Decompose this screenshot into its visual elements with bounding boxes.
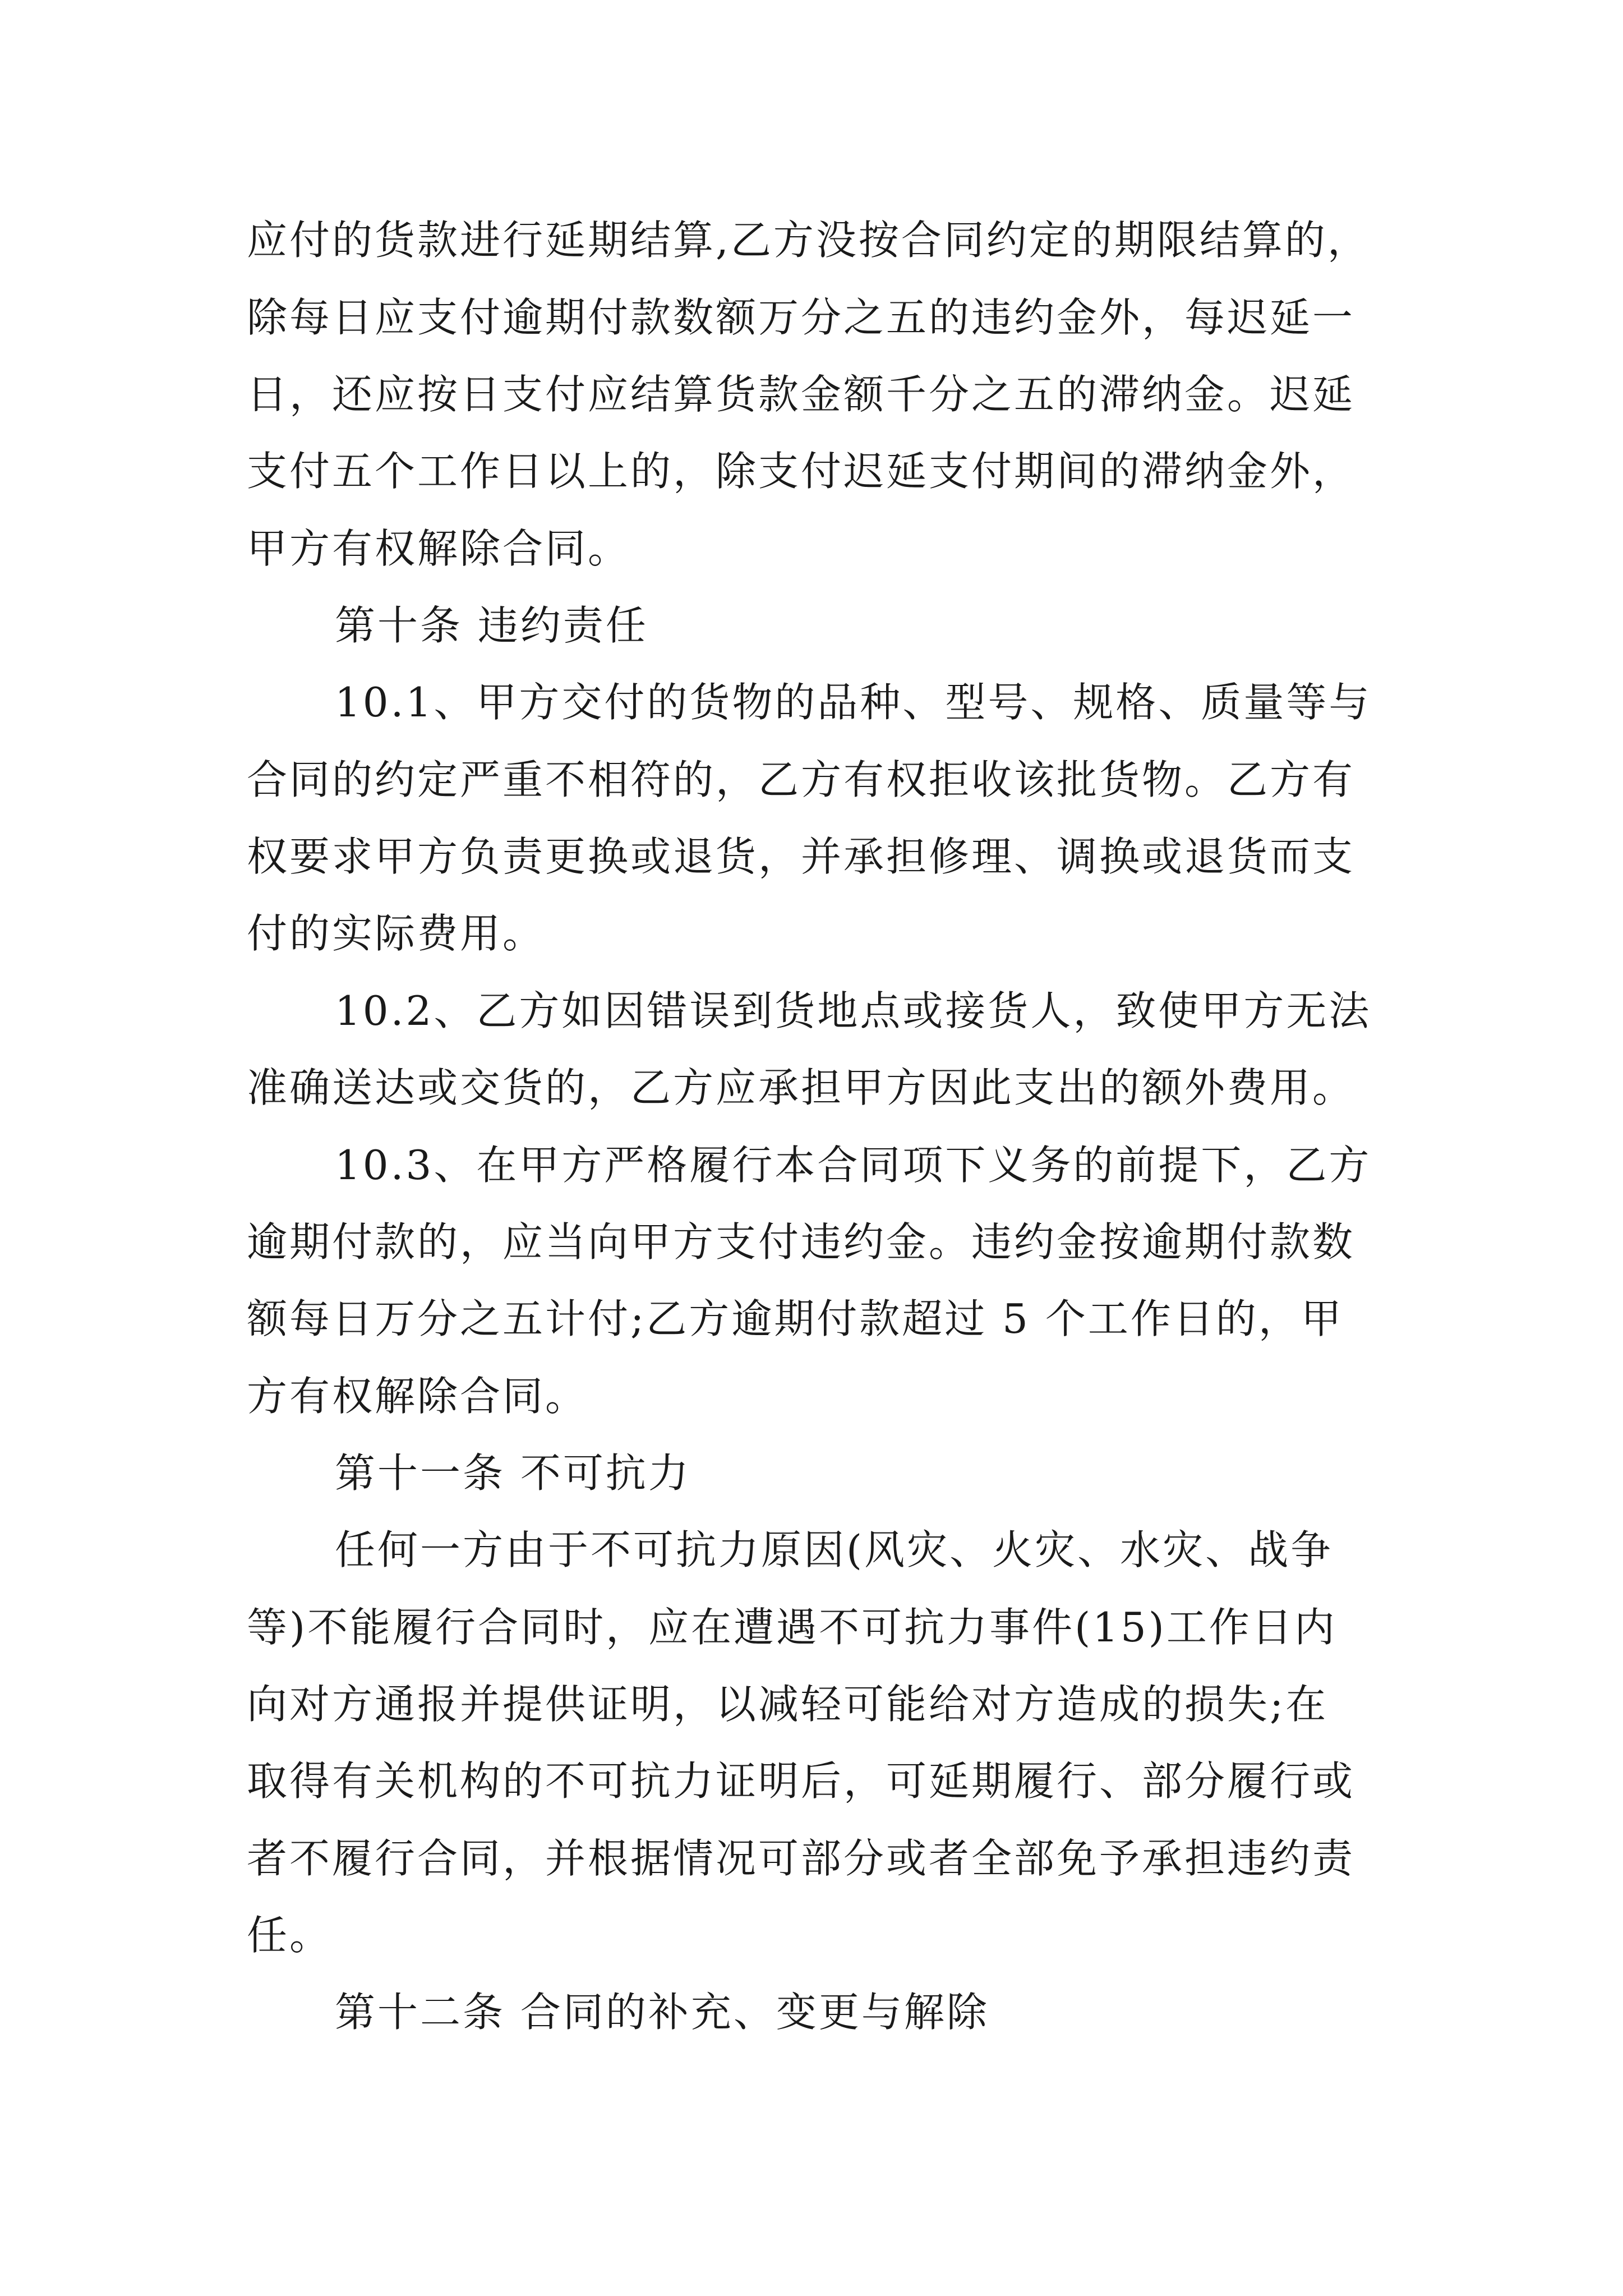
clause-line: 10.3、在甲方严格履行本合同项下义务的前提下，乙方 — [335, 1142, 1372, 1189]
paragraph-line: 取得有关机构的不可抗力证明后，可延期履行、部分履行或 — [247, 1757, 1355, 1805]
paragraph-line: 向对方通报并提供证明，以减轻可能给对方造成的损失;在 — [247, 1681, 1329, 1728]
paragraph-line: 任何一方由于不可抗力原因(风灾、火灾、水灾、战争 — [335, 1526, 1334, 1573]
paragraph-line: 日，还应按日支付应结算货款金额千分之五的滞纳金。迟延 — [247, 371, 1355, 418]
paragraph-line: 任。 — [247, 1912, 333, 1959]
paragraph-line: 额每日万分之五计付;乙方逾期付款超过 5 个工作日的，甲 — [247, 1295, 1344, 1342]
paragraph-line: 合同的约定严重不相符的，乙方有权拒收该批货物。乙方有 — [247, 756, 1355, 803]
paragraph-line: 权要求甲方负责更换或退货，并承担修理、调换或退货而支 — [247, 833, 1355, 880]
paragraph-line: 方有权解除合同。 — [247, 1373, 588, 1420]
clause-line: 10.2、乙方如因错误到货地点或接货人，致使甲方无法 — [335, 987, 1372, 1034]
section-heading: 第十条 违约责任 — [335, 602, 648, 649]
section-heading: 第十一条 不可抗力 — [335, 1450, 691, 1497]
paragraph-line: 者不履行合同，并根据情况可部分或者全部免予承担违约责 — [247, 1835, 1355, 1882]
paragraph-line: 付的实际费用。 — [247, 910, 546, 957]
paragraph-line: 应付的货款进行延期结算,乙方没按合同约定的期限结算的， — [247, 217, 1370, 264]
paragraph-line: 支付五个工作日以上的，除支付迟延支付期间的滞纳金外， — [247, 448, 1355, 495]
clause-line: 10.1、甲方交付的货物的品种、型号、规格、质量等与 — [335, 679, 1372, 726]
paragraph-line: 等)不能履行合同时，应在遭遇不可抗力事件(15)工作日内 — [247, 1604, 1337, 1651]
paragraph-line: 除每日应支付逾期付款数额万分之五的违约金外，每迟延一 — [247, 294, 1355, 341]
paragraph-line: 甲方有权解除合同。 — [247, 525, 631, 572]
section-heading: 第十二条 合同的补充、变更与解除 — [335, 1989, 989, 2036]
paragraph-line: 逾期付款的，应当向甲方支付违约金。违约金按逾期付款数 — [247, 1218, 1355, 1266]
paragraph-line: 准确送达或交货的，乙方应承担甲方因此支出的额外费用。 — [247, 1064, 1355, 1111]
